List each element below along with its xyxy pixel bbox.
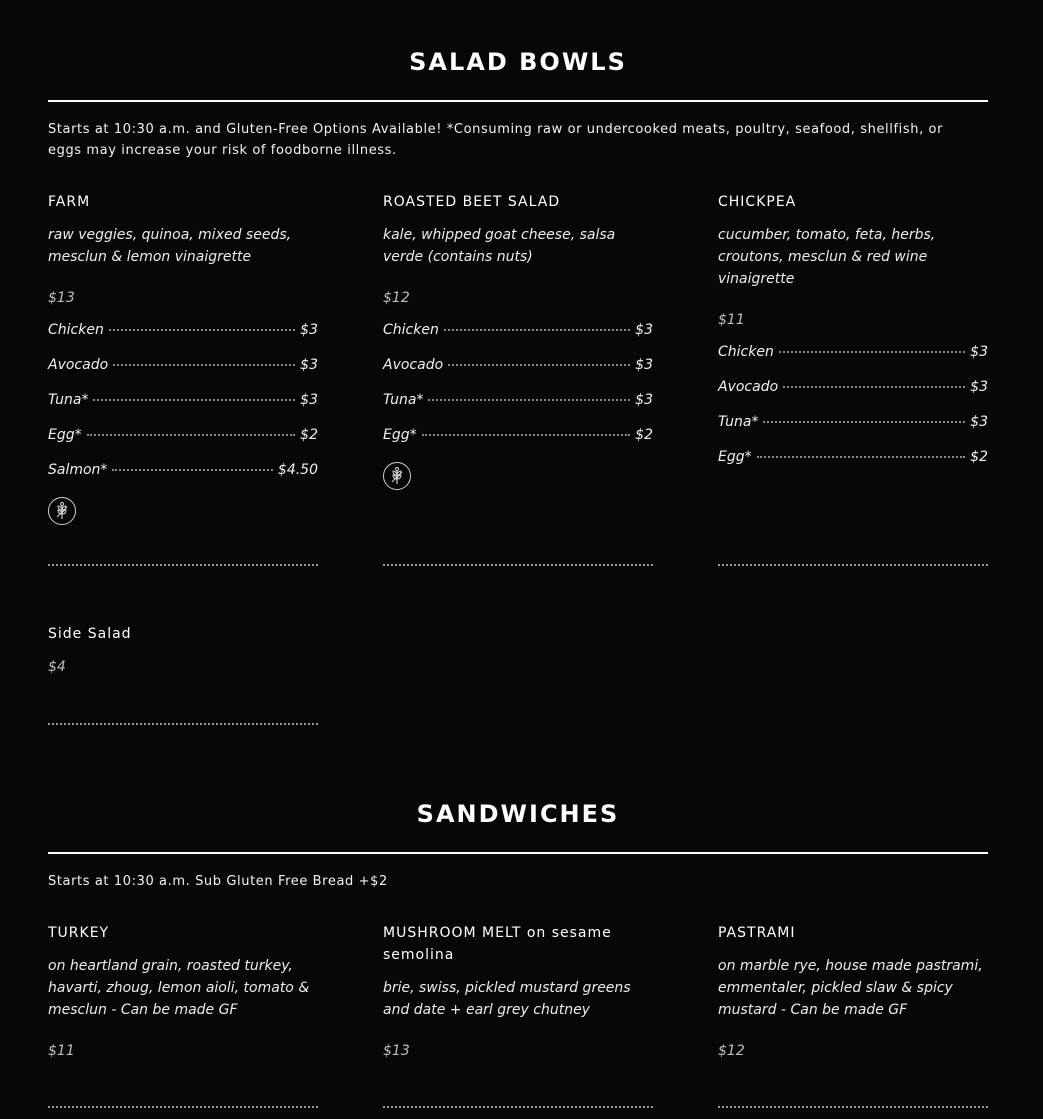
item-price: $11 (48, 1043, 75, 1059)
dot-leader (112, 469, 272, 471)
addon-label: Avocado (718, 379, 779, 395)
addon-price: $3 (635, 357, 653, 373)
addon-price: $2 (970, 449, 988, 465)
addon-row (48, 357, 318, 392)
addon-row (48, 462, 318, 497)
addon-price: $3 (635, 322, 653, 338)
dot-leader (113, 364, 295, 366)
item-price: $4 (48, 659, 66, 675)
addon-price: $2 (635, 427, 653, 443)
addon-price: $3 (300, 322, 318, 338)
addon-label: Chicken (48, 322, 104, 338)
addon-row (48, 322, 318, 357)
addon-price: $3 (300, 357, 318, 373)
addon-label: Tuna* (383, 392, 424, 408)
item-name: PASTRAMI (718, 925, 796, 941)
section-title-sandwiches: SANDWICHES (416, 800, 620, 828)
menu-item-chickpea (718, 191, 988, 484)
menu-item-mushroom-melt (383, 922, 653, 1062)
addon-row (383, 357, 653, 392)
addon-label: Chicken (718, 344, 774, 360)
wheat-icon (389, 467, 405, 485)
dot-leader (448, 364, 630, 366)
section-title-salad: SALAD BOWLS (409, 48, 627, 76)
gluten-free-icon (383, 462, 411, 490)
item-description: raw veggies, quinoa, mixed seeds, mesclun & lemon vinaigrette (48, 227, 292, 265)
item-price: $12 (718, 1043, 745, 1059)
item-price: $13 (48, 290, 75, 306)
addon-price: $3 (635, 392, 653, 408)
item-divider (48, 723, 318, 725)
addon-label: Avocado (48, 357, 109, 373)
addon-price: $3 (970, 414, 988, 430)
item-divider (718, 564, 988, 566)
section-rule (48, 852, 988, 854)
item-divider (48, 564, 318, 566)
item-name: CHICKPEA (718, 194, 797, 210)
addon-row (48, 427, 318, 462)
dot-leader (783, 386, 965, 388)
addon-label: Tuna* (718, 414, 759, 430)
addon-label: Chicken (383, 322, 439, 338)
addon-list (383, 322, 653, 462)
addon-row (383, 322, 653, 357)
addon-price: $4.50 (277, 462, 318, 478)
item-price: $13 (383, 1043, 410, 1059)
item-divider (48, 1106, 318, 1108)
menu-item-roasted-beet-salad (383, 191, 653, 490)
item-name: ROASTED BEET SALAD (383, 194, 561, 210)
item-divider (383, 564, 653, 566)
item-price: $12 (383, 290, 410, 306)
dot-leader (763, 421, 965, 423)
salad-section (48, 0, 988, 1119)
addon-label: Tuna* (48, 392, 89, 408)
menu-item-pastrami (718, 922, 988, 1062)
menu-item-farm (48, 191, 318, 525)
item-price: $11 (718, 312, 745, 328)
dot-leader (779, 351, 965, 353)
dot-leader (444, 329, 630, 331)
dot-leader (757, 456, 966, 458)
menu-item-turkey (48, 922, 318, 1062)
item-description: on heartland grain, roasted turkey, havarti, zhoug, lemon aioli, tomato & mesclun - Can be made GF (48, 958, 310, 1018)
addon-row (718, 379, 988, 414)
wheat-icon (54, 502, 70, 520)
dot-leader (87, 434, 296, 436)
dot-leader (428, 399, 630, 401)
dot-leader (422, 434, 631, 436)
item-name: MUSHROOM MELT on sesame semolina (383, 925, 612, 963)
addon-row (718, 449, 988, 484)
addon-row (383, 392, 653, 427)
addon-label: Egg* (383, 427, 417, 443)
section-intro-salad: Starts at 10:30 a.m. and Gluten-Free Options Available! *Consuming raw or undercooked meats, poultry, seafood, shellfish, or eggs may increase your risk of foodborne illness. (48, 122, 944, 158)
gluten-free-icon (48, 497, 76, 525)
addon-label: Egg* (48, 427, 82, 443)
item-description: brie, swiss, pickled mustard greens and date + earl grey chutney (383, 980, 631, 1018)
addon-price: $3 (970, 344, 988, 360)
addon-price: $2 (300, 427, 318, 443)
dot-leader (93, 399, 295, 401)
item-name: TURKEY (48, 925, 110, 941)
addon-label: Egg* (718, 449, 752, 465)
addon-list (718, 344, 988, 484)
addon-label: Avocado (383, 357, 444, 373)
addon-row (718, 414, 988, 449)
item-divider (718, 1106, 988, 1108)
item-name: Side Salad (48, 626, 132, 642)
item-description: on marble rye, house made pastrami, emmentaler, pickled slaw & spicy mustard - Can be made GF (718, 958, 983, 1018)
menu-item-side-salad (48, 623, 318, 678)
addon-label: Salmon* (48, 462, 108, 478)
addon-price: $3 (300, 392, 318, 408)
item-name: FARM (48, 194, 91, 210)
addon-row (48, 392, 318, 427)
section-rule (48, 100, 988, 102)
section-intro-sandwiches: Starts at 10:30 a.m. Sub Gluten Free Bread +$2 (48, 874, 388, 889)
item-description: cucumber, tomato, feta, herbs, croutons, mesclun & red wine vinaigrette (718, 227, 936, 287)
dot-leader (109, 329, 295, 331)
addon-row (718, 344, 988, 379)
item-description: kale, whipped goat cheese, salsa verde (contains nuts) (383, 227, 616, 265)
addon-price: $3 (970, 379, 988, 395)
addon-row (383, 427, 653, 462)
addon-list (48, 322, 318, 497)
item-divider (383, 1106, 653, 1108)
